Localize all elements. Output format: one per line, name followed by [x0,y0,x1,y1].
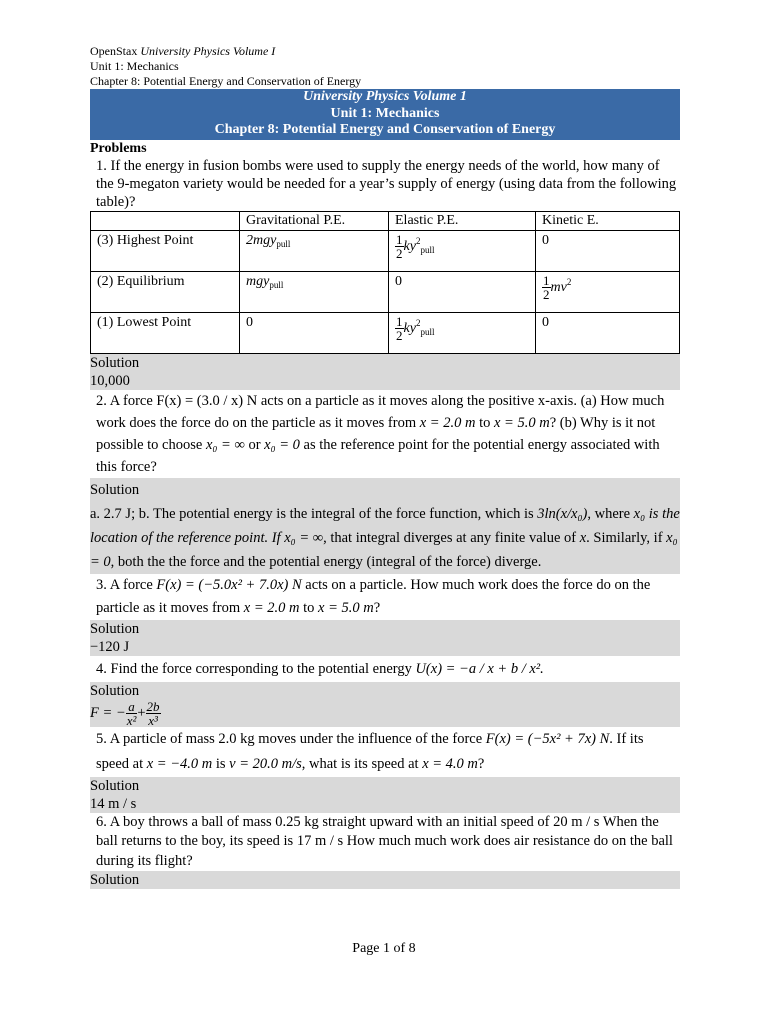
solution-4: Solution F = − $\frac{a}{\text{x²}}$ + $\frac{2b}{\text{x³}}$ [90,682,680,727]
grav-pe-cell: 0 [240,312,389,353]
solution-6 [90,871,680,889]
banner-chapter: Chapter 8: Potential Energy and Conservation of Energy [214,122,556,137]
table-header-cell: Elastic P.E. [389,211,536,230]
running-header-line1 [90,44,680,59]
table-header-cell: Gravitational P.E. [240,211,389,230]
page-footer: Page 1 of 8 [352,941,416,956]
solution-label: Solution [90,872,140,888]
row-label: (1) Lowest Point [91,312,240,353]
solution-label: Solution [90,777,140,794]
potential-expression: U(x) = −a / x + b / x². [415,660,544,677]
table-row [91,230,680,271]
table-header-cell: Kinetic E. [536,211,680,230]
book-title: University Physics Volume I [140,44,276,58]
publisher: OpenStax [90,44,138,58]
banner-title: University Physics Volume 1 [303,89,467,104]
solution-1 [90,354,680,390]
solution-label: Solution [90,620,140,637]
solution-label: Solution [90,481,140,498]
elastic-pe-cell: 0 [389,271,536,312]
elastic-pe-cell: $\frac{1}{2}$ $ky^2_{pull}$ [389,312,536,353]
kinetic-cell: $\frac{1}{2}$ $mv^2$ [536,271,680,312]
banner-unit: Unit 1: Mechanics [330,105,440,121]
energy-table [90,211,680,354]
kinetic-cell: 0 [536,230,680,271]
row-label: (2) Equilibrium [91,271,240,312]
table-header-cell [91,211,240,230]
solution-5 [90,777,680,813]
table-row [91,312,680,353]
solution-answer: 10,000 [90,372,130,389]
elastic-pe-cell: $\frac{1}{2}$ $ky^2_{pull}$ [389,230,536,271]
title-banner [90,89,680,140]
force-expression: F(x) = (3.0 / x) N [156,392,258,409]
force-expression: F(x) = (−5.0x² + 7.0x) N [156,576,302,593]
row-label: (3) Highest Point [91,230,240,271]
grav-pe-cell: mgy$_{pull}$ [240,271,389,312]
ln-expression: 3ln(x/x₀) [537,505,588,522]
solution-answer: 14 m / s [90,795,137,812]
solution-3 [90,620,680,656]
solution-2: Solution a. 2.7 J; b. The potential energy is the integral of the force function, which is 3ln(x/x₀), where x₀ is the location of the reference point. If x₀ = ∞, that integral diverges at any finite value of x. Similarly, if x₀ = 0, both the the force and the potential energy (integral of the force) diverge. [90,478,680,574]
document-page [90,44,680,889]
solution-label: Solution [90,682,140,699]
table-header-row [91,211,680,230]
problem-1: 1. If the energy in fusion bombs were used to supply the energy needs of the world, how many of the 9-megaton variety would be needed for a year’s supply of energy (using data from the following table)? [96,157,677,210]
problem-2: 2. A force F(x) = (3.0 / x) N acts on a particle as it moves along the positive x-axis. (a) How much work does the force do on the particle as it moves from x = 2.0 m to x = 5.0 m? (b) Why is it not possible to choose x₀ = ∞ or x₀ = 0 as the reference point for the potential energy associated with this force? [96,392,665,475]
running-header-line3: Chapter 8: Potential Energy and Conservation of Energy [90,74,362,88]
section-title: Problems [90,140,147,156]
solution-answer: −120 J [90,638,130,655]
problem-3: 3. A force F(x) = (−5.0x² + 7.0x) N acts on a particle. How much work does the force do on the particle as it moves from x = 2.0 m to x = 5.0 m? [96,576,651,616]
kinetic-cell: 0 [536,312,680,353]
problem-4: 4. Find the force corresponding to the potential energy U(x) = −a / x + b / x². [96,660,544,677]
solution-label: Solution [90,354,140,371]
table-row [91,271,680,312]
grav-pe-cell: 2mgy$_{pull}$ [240,230,389,271]
running-header-line2: Unit 1: Mechanics [90,59,179,73]
problem-6: 6. A boy throws a ball of mass 0.25 kg straight upward with an initial speed of 20 m / s When the ball returns to the boy, its speed is 17 m / s How much much work does air resistance do on the ball during its flight? [96,813,673,869]
force-expression: F(x) = (−5x² + 7x) N [485,730,610,747]
problem-5: 5. A particle of mass 2.0 kg moves under the influence of the force F(x) = (−5x² + 7x) N. If its speed at x = −4.0 m is v = 20.0 m/s, what is its speed at x = 4.0 m? [96,730,644,772]
